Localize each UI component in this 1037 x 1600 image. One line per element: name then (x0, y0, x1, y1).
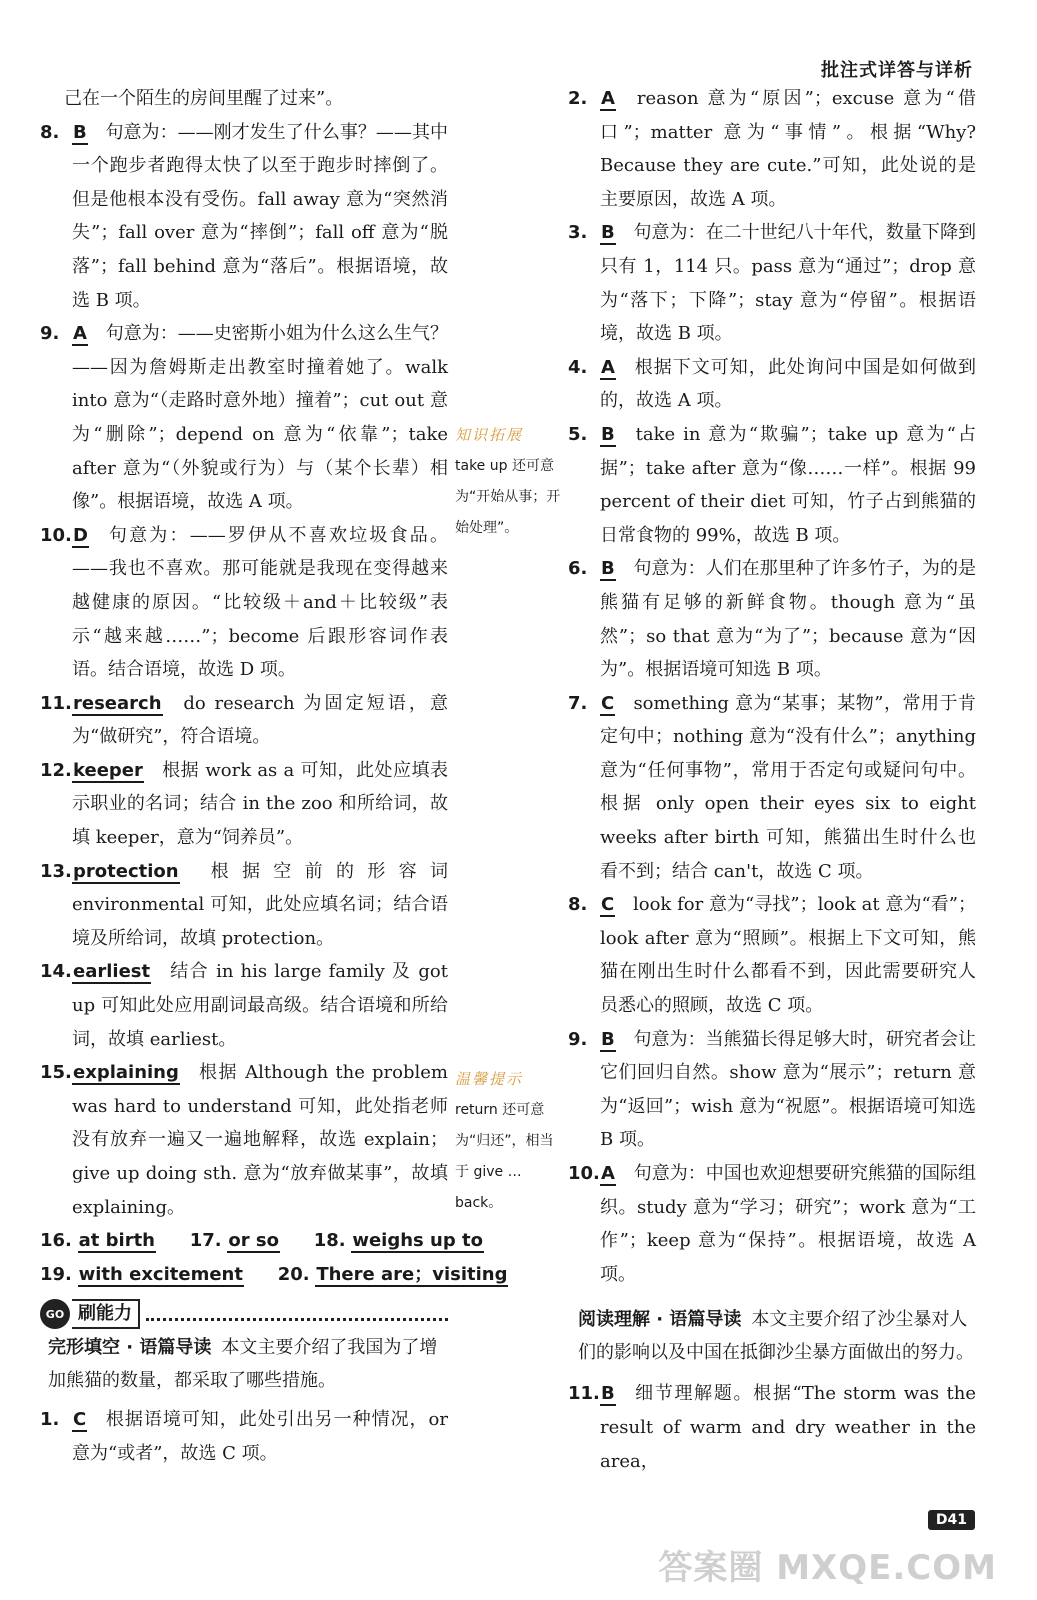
answer-item-11-right (568, 1377, 976, 1478)
item-number: 18. (313, 1230, 346, 1252)
item-number: 19. (40, 1263, 72, 1285)
answer-item-6 (568, 552, 976, 686)
answer-item-20 (278, 1264, 521, 1285)
answer-item-9 (40, 317, 448, 519)
item-number: 6. (568, 558, 588, 580)
item-number: 12. (40, 759, 72, 781)
item-number: 16. (40, 1230, 72, 1252)
explanation: 根据空前的形容词 environmental 可知，此处应填名词；结合语境及所给词，故填 protection。 (72, 860, 448, 949)
right-column (568, 82, 976, 1478)
intro-title: 阅读理解 · 语篇导读 (578, 1309, 742, 1331)
explanation: 根据下文可知，此处询问中国是如何做到的，故选 A 项。 (600, 356, 976, 412)
side-note-title: 知识拓展 (455, 426, 524, 444)
answer-item-16 (40, 1230, 174, 1251)
answer-item-10-right (568, 1157, 976, 1291)
explanation: reason 意为“原因”；excuse 意为“借口”；matter 意为“事情”。根据“Why? Because they are cute.”可知，此处说的是主要原因，故选 A 项。 (600, 88, 976, 210)
intro-text: 本文主要介绍了我国为了增加熊猫的数量，都采取了哪些措施。 (48, 1337, 438, 1392)
explanation: do research 为固定短语，意为“做研究”，符合语境。 (72, 692, 448, 748)
answer-row-16-18 (40, 1224, 483, 1258)
answer-key: B (601, 1383, 615, 1405)
answer-key: weighs up to (352, 1230, 483, 1252)
answer-key: earliest (73, 961, 151, 983)
item-number: 11. (40, 692, 72, 714)
item-number: 9. (40, 323, 60, 345)
answer-key: B (601, 222, 615, 244)
answer-key: C (601, 692, 615, 714)
explanation: 句意为：当熊猫长得足够大时，研究者会让它们回归自然。show 意为“展示”；return 意为“返回”；wish 意为“祝愿”。根据语境可知选 B 项。 (600, 1028, 976, 1151)
answer-key: A (601, 1163, 615, 1184)
item-number: 13. (40, 860, 72, 882)
answer-key: protection (73, 860, 179, 882)
item-number: 10. (40, 524, 72, 546)
page-number: D41 (928, 1510, 975, 1530)
answer-item-7 (568, 687, 976, 889)
answer-key: B (601, 423, 615, 445)
item-number: 14. (40, 961, 72, 983)
side-note-title: 温馨提示 (455, 1070, 524, 1088)
watermark: 答案圈 MXQE.COM (658, 1548, 997, 1588)
answer-key: explaining (73, 1062, 179, 1084)
answer-key: A (73, 323, 87, 345)
answer-item-8 (40, 116, 448, 318)
explanation: 句意为：中国也欢迎想要研究熊猫的国际组织。study 意为“学习；研究”；work 意为“工作”；keep 意为“保持”。根据语境，故选 A 项。 (600, 1163, 976, 1285)
item-number: 2. (568, 88, 588, 109)
explanation: 结合 in his large family 及 got up 可知此处应用副词最高级。结合语境和所给词，故填 earliest。 (72, 961, 448, 1050)
answer-item-10 (40, 519, 448, 687)
answer-item-4 (568, 351, 976, 418)
item-number: 10. (568, 1163, 600, 1184)
answer-item-14 (40, 955, 448, 1056)
explanation: look for 意为“寻找”；look at 意为“看”；look after 意为“照顾”。根据上下文可知，熊猫在刚出生时什么都看不到，因此需要研究人员悉心的照顾，故选 C 项。 (600, 894, 976, 1017)
answer-item-2 (568, 82, 976, 216)
section-badge (40, 1297, 448, 1331)
item-number: 9. (568, 1028, 588, 1050)
answer-key: A (601, 356, 615, 378)
answer-item-3 (568, 216, 976, 350)
answer-key: keeper (73, 759, 143, 781)
answer-key: research (73, 692, 162, 714)
item-number: 7. (568, 692, 588, 714)
explanation: something 意为“某事；某物”，常用于肯定句中；nothing 意为“没有什么”；anything 意为“任何事物”，常用于否定句或疑问句中。根据 only open their eyes six to eight weeks after birth 可知，熊猫出生时什么也看不到；结合 can't，故选 C 项。 (600, 692, 976, 882)
item-number: 3. (568, 222, 588, 244)
answer-key: or so (228, 1230, 279, 1252)
item-number: 4. (568, 356, 588, 378)
intro-text: 本文主要介绍了沙尘暴对人们的影响以及中国在抵御沙尘暴方面做出的努力。 (578, 1309, 974, 1364)
section-intro (40, 1331, 448, 1397)
answer-key: C (73, 1409, 87, 1431)
explanation: 句意为：——罗伊从不喜欢垃圾食品。——我也不喜欢。那可能就是我现在变得越来越健康的原因。“比较级＋and＋比较级”表示“越来越……”；become 后跟形容词作表语。结合语境，故选 D 项。 (72, 524, 448, 681)
explanation: 句意为：——史密斯小姐为什么这么生气？——因为詹姆斯走出教室时撞着她了。walk into 意为“（走路时意外地）撞着”；cut out 意为“删除”；depend on 意为“依靠”；take after 意为“（外貌或行为）与（某个长辈）相像”。根据语境，故选 A 项。 (72, 323, 448, 513)
answer-key: B (601, 558, 615, 580)
answer-item-19 (40, 1264, 262, 1285)
answer-item-11 (40, 687, 448, 754)
explanation: 句意为：人们在那里种了许多竹子，为的是熊猫有足够的新鲜食物。though 意为“虽然”；so that 意为“为了”；because 意为“因为”。根据语境可知选 B 项。 (600, 558, 976, 681)
item-number: 15. (40, 1062, 72, 1084)
answer-row-19-20 (40, 1258, 508, 1292)
answer-item-17 (190, 1230, 298, 1251)
explanation: 细节理解题。根据“The storm was the result of warm and dry weather in the area， (600, 1383, 976, 1472)
answer-key: at birth (78, 1230, 155, 1252)
side-note-text: return 还可意为“归还”，相当于 give … back。 (455, 1102, 554, 1211)
answer-item-18 (314, 1230, 496, 1251)
answer-item-8-right (568, 888, 976, 1022)
explanation: 根据语境可知，此处引出另一种情况，or 意为“或者”，故选 C 项。 (72, 1409, 448, 1464)
item-number: 1. (40, 1409, 60, 1431)
item-number: 8. (568, 894, 588, 916)
answer-item-12 (40, 754, 448, 855)
answer-item-15 (40, 1056, 448, 1224)
section-title: 刷能力 (72, 1299, 140, 1329)
answer-key: with excitement (78, 1263, 243, 1285)
item-number: 20. (277, 1263, 310, 1285)
answer-item-1 (40, 1403, 448, 1470)
dotted-divider (146, 1308, 448, 1321)
explanation: 句意为：在二十世纪八十年代，数量下降到只有 1，114 只。pass 意为“通过”；drop 意为“落下；下降”；stay 意为“停留”。根据语境，故选 B 项。 (600, 222, 976, 345)
answer-item-5 (568, 418, 976, 552)
answer-key: There are；visiting (316, 1263, 508, 1285)
explanation: 根据 work as a 可知，此处应填表示职业的名词；结合 in the zoo 和所给词，故填 keeper，意为“饲养员”。 (72, 759, 448, 849)
side-note-tip (455, 1064, 561, 1219)
item-number: 11. (568, 1383, 600, 1405)
answer-item-13 (40, 855, 448, 956)
item-number: 17. (189, 1230, 222, 1252)
explanation: 根据 Although the problem was hard to understand 可知，此处指老师没有放弃一遍又一遍地解释，故选 explain；give up doing sth. 意为“放弃做某事”，故填 explaining。 (72, 1062, 448, 1218)
item-number: 5. (568, 423, 588, 445)
answer-key: D (73, 524, 88, 546)
item-number: 8. (40, 121, 60, 143)
page-header: 批注式详答与详析 (821, 60, 973, 81)
side-note-text: take up 还可意为“开始从事；开始处理”。 (455, 458, 561, 536)
answer-key: B (601, 1028, 615, 1050)
answer-key: C (601, 894, 615, 916)
answer-key: A (601, 88, 615, 109)
explanation: 句意为：——刚才发生了什么事？——其中一个跑步者跑得太快了以至于跑步时摔倒了。但是他根本没有受伤。fall away 意为“突然消失”；fall over 意为“摔倒”；fall off 意为“脱落”；fall behind 意为“落后”。根据语境，故选 B 项。 (72, 121, 448, 311)
answer-item-9-right (568, 1023, 976, 1157)
intro-title: 完形填空 · 语篇导读 (48, 1337, 212, 1359)
answer-key: B (73, 121, 87, 143)
badge-icon: GO (40, 1299, 70, 1329)
explanation: take in 意为“欺骗”；take up 意为“占据”；take after 意为“像……一样”。根据 99 percent of their diet 可知，竹子占到熊猫的日常食物的 99%，故选 B 项。 (600, 423, 976, 546)
reading-intro (568, 1303, 976, 1369)
side-note-knowledge (455, 420, 561, 544)
continued-line: 己在一个陌生的房间里醒了过来”。 (64, 88, 344, 109)
